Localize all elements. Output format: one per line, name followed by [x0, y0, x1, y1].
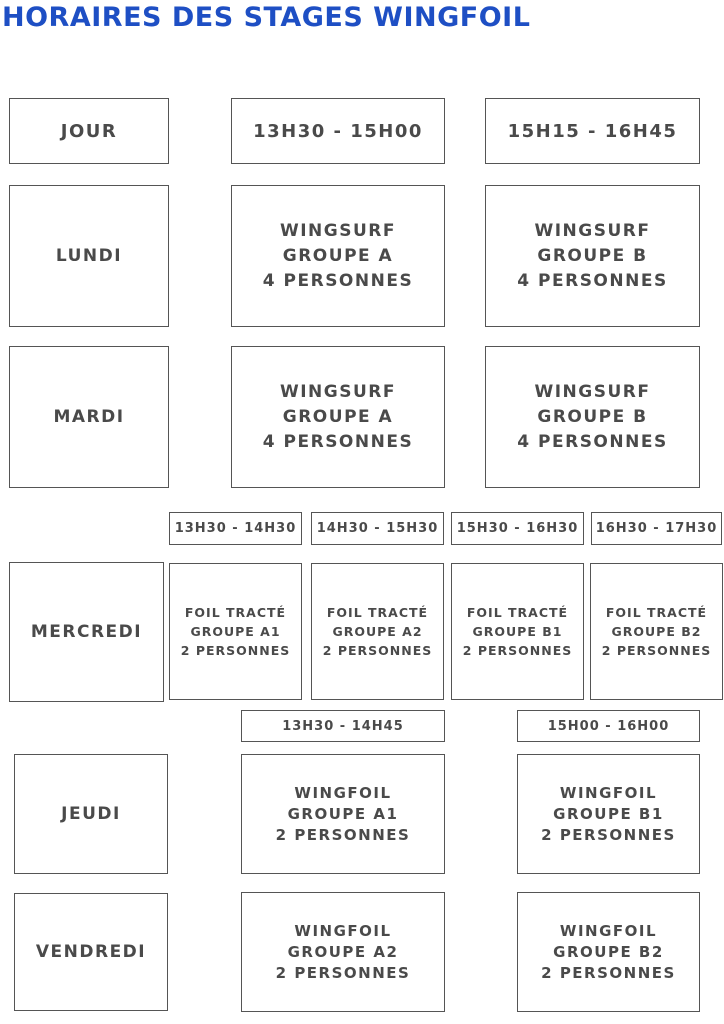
session-lundi-b [485, 185, 700, 327]
session-mercredi-b2 [590, 563, 723, 700]
day-label: LUNDI [55, 246, 123, 266]
session-group: GROUPE B2 [553, 942, 664, 961]
session-activity: WINGFOIL [559, 921, 658, 940]
slot-label: 16H30 - 17H30 [595, 521, 718, 536]
session-capacity: 2 PERSONNES [180, 643, 291, 658]
session-capacity: 2 PERSONNES [275, 963, 411, 982]
session-mercredi-b1 [451, 563, 584, 700]
session-jeudi-b1 [517, 754, 700, 874]
slot-label: 15H30 - 16H30 [456, 521, 579, 536]
session-capacity: 2 PERSONNES [541, 963, 676, 982]
session-capacity: 2 PERSONNES [275, 825, 411, 844]
session-activity: WINGFOIL [294, 783, 392, 802]
mercredi-slot-1 [169, 512, 302, 545]
session-capacity: 4 PERSONNES [262, 431, 414, 452]
day-label: MARDI [53, 407, 125, 427]
session-activity: FOIL TRACTÉ [326, 605, 429, 620]
session-capacity: 4 PERSONNES [517, 270, 668, 291]
session-group: GROUPE A [282, 406, 394, 427]
day-cell-mercredi [9, 562, 164, 702]
session-capacity: 2 PERSONNES [541, 825, 676, 844]
day-cell-mardi [9, 346, 169, 488]
header-slot-2-cell [485, 98, 700, 164]
session-group: GROUPE B [537, 245, 648, 266]
session-activity: WINGFOIL [294, 921, 392, 940]
session-activity: FOIL TRACTÉ [605, 605, 708, 620]
slot-label: 14H30 - 15H30 [316, 521, 439, 536]
session-group: GROUPE B1 [553, 804, 664, 823]
session-group: GROUPE B1 [472, 624, 563, 639]
header-slot-2-label: 15H15 - 16H45 [507, 120, 678, 142]
session-activity: WINGSURF [279, 220, 396, 241]
session-capacity: 2 PERSONNES [462, 643, 573, 658]
day-cell-lundi [9, 185, 169, 327]
session-lundi-a [231, 185, 445, 327]
session-group: GROUPE B2 [611, 624, 702, 639]
slot-label: 13H30 - 14H30 [174, 521, 297, 536]
jeudi-vendredi-slot-2 [517, 710, 700, 742]
day-cell-jeudi [14, 754, 168, 874]
session-activity: WINGSURF [534, 381, 651, 402]
session-jeudi-a1 [241, 754, 445, 874]
session-vendredi-a2 [241, 892, 445, 1012]
mercredi-slot-3 [451, 512, 584, 545]
session-mardi-b [485, 346, 700, 488]
session-group: GROUPE B [537, 406, 648, 427]
session-vendredi-b2 [517, 892, 700, 1012]
mercredi-slot-2 [311, 512, 444, 545]
header-slot-1-label: 13H30 - 15H00 [253, 120, 423, 142]
session-activity: WINGFOIL [559, 783, 658, 802]
session-capacity: 2 PERSONNES [601, 643, 712, 658]
day-cell-vendredi [14, 893, 168, 1011]
session-group: GROUPE A1 [287, 804, 399, 823]
page-title: HORAIRES DES STAGES WINGFOIL [2, 2, 531, 33]
session-group: GROUPE A1 [190, 624, 281, 639]
session-activity: WINGSURF [279, 381, 396, 402]
header-day-cell [9, 98, 169, 164]
jeudi-vendredi-slot-1 [241, 710, 445, 742]
header-slot-1-cell [231, 98, 445, 164]
day-label: VENDREDI [35, 942, 147, 962]
session-activity: FOIL TRACTÉ [184, 605, 287, 620]
slot-label: 15H00 - 16H00 [547, 718, 670, 734]
day-label: MERCREDI [30, 622, 143, 642]
session-group: GROUPE A2 [332, 624, 423, 639]
session-capacity: 4 PERSONNES [517, 431, 668, 452]
day-label: JEUDI [61, 804, 121, 824]
session-group: GROUPE A2 [287, 942, 399, 961]
session-mercredi-a1 [169, 563, 302, 700]
session-capacity: 4 PERSONNES [262, 270, 414, 291]
header-day-label: JOUR [60, 120, 118, 142]
session-activity: FOIL TRACTÉ [466, 605, 569, 620]
session-mercredi-a2 [311, 563, 444, 700]
session-activity: WINGSURF [534, 220, 651, 241]
session-capacity: 2 PERSONNES [322, 643, 433, 658]
slot-label: 13H30 - 14H45 [282, 718, 404, 734]
session-group: GROUPE A [282, 245, 394, 266]
mercredi-slot-4 [591, 512, 722, 545]
session-mardi-a [231, 346, 445, 488]
